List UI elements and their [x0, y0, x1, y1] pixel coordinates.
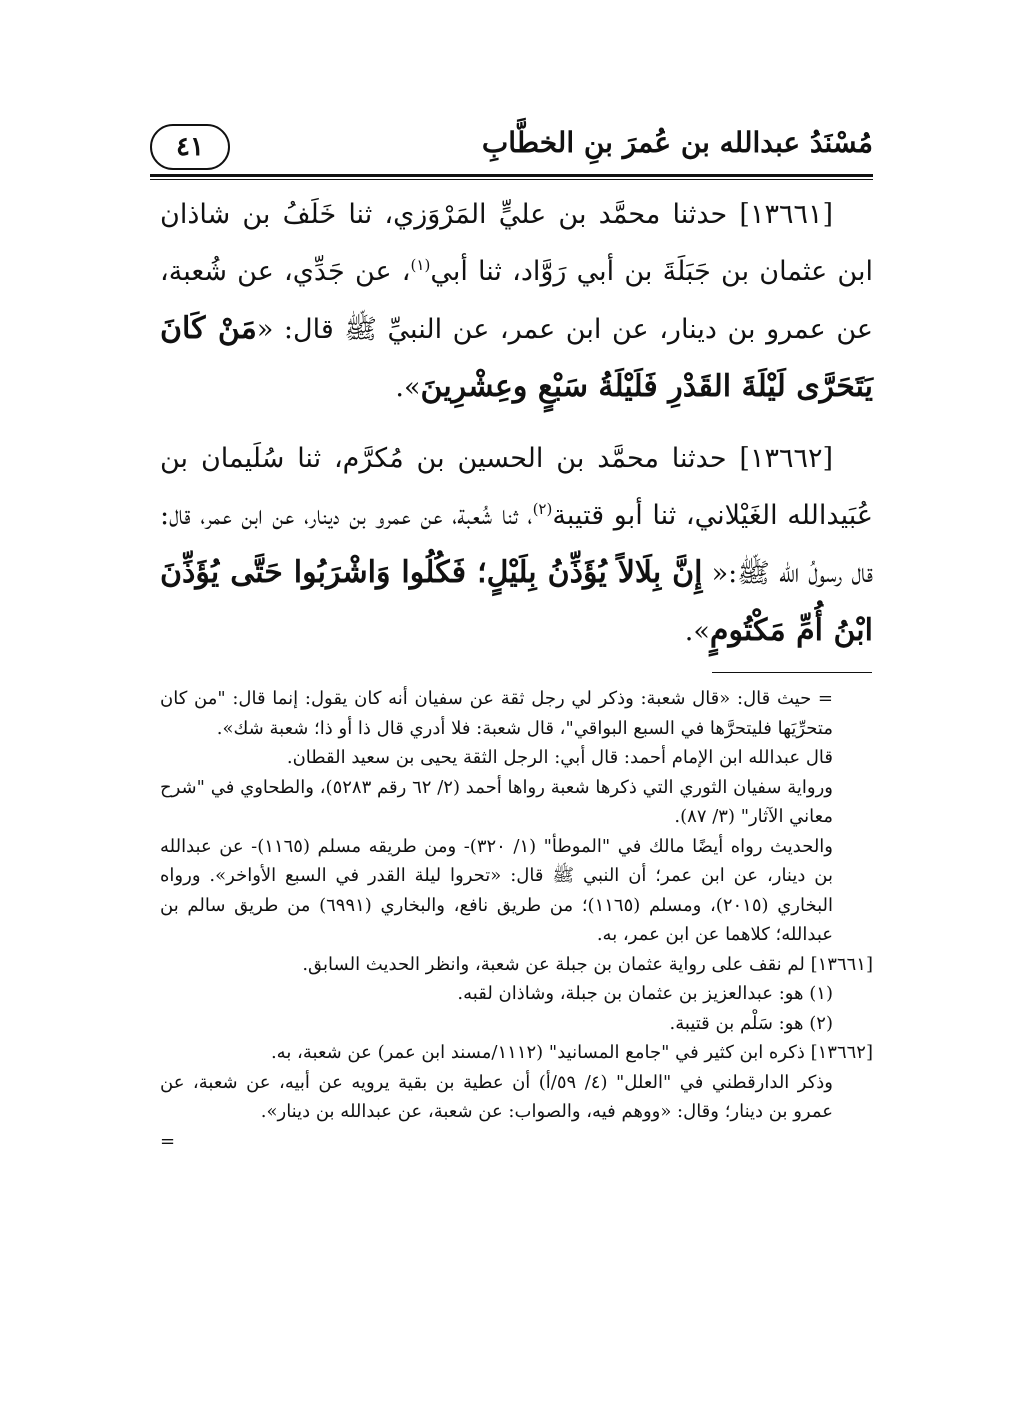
header-rule: [150, 174, 873, 177]
continuation-mark: =: [160, 1130, 176, 1152]
footnote-line: وذكر الدارقطني في "العلل" (٤/ ٥٩/أ) أن عطية بن بقية يرويه عن أبيه، عن شعبة، عن عمرو بن دينار؛ وقال: «ووهم فيه، والصواب: عن شعبة، عن عبدالله بن دينار».: [160, 1071, 833, 1122]
footnote-line: والحديث رواه أيضًا مالك في "الموطأ" (١/ ٣٢٠)- ومن طريقه مسلم (١١٦٥)- عن عبدالله بن دينار، عن ابن عمر؛ أن النبي ﷺ قال: «تحروا ليلة القدر في السبع الأواخر». ورواه البخاري (٢٠١٥)، ومسلم (١١٦٥)؛ من طريق نافع، والبخاري (٦٩٩١) من طريق سالم بن عبدالله؛ كلاهما عن ابن عمر، به.: [160, 835, 834, 945]
footnote-separator: [712, 672, 872, 673]
hadith-text: مَنْ كَانَ يَتَحَرَّى لَيْلَةَ القَدْرِ فَلَيْلَةُ سَبْعٍ وعِشْرِينَ: [160, 311, 873, 404]
hadith-paragraph-13662: [١٣٦٦٢] حدثنا محمَّد بن الحسين بن مُكرَّم، ثنا سُلَيمان بن عُبَيدالله الغَيْلاني، ثنا أبو قتيبة$^{(٢)}$، ثنا شُعبة، عن عمرو بن دينار، عن ابن عمر، قال: قال رسولُ الله ﷺ:« إِنَّ بِلَالاً يُؤَذِّنُ بِلَيْلٍ؛ فَكُلُوا وَاشْرَبُوا حَتَّى يُؤَذِّنَ ابْنُ أُمِّ مَكْتُومٍ».: [160, 443, 873, 648]
page-header: [150, 118, 873, 178]
footnote-line: (١) هو: عبدالعزيز بن عثمان بن جبلة، وشاذان لقبه.: [457, 983, 833, 1004]
footnote-line: [١٣٦٦٢] ذكره ابن كثير في "جامع المسانيد" (١١١٢/مسند ابن عمر) عن شعبة، به.: [270, 1042, 873, 1063]
footnote-ref-2: (٢): [532, 500, 553, 518]
footnote-line: [١٣٦٦١] لم نقف على رواية عثمان بن جبلة عن شعبة، وانظر الحديث السابق.: [302, 953, 873, 975]
main-text: [160, 186, 873, 674]
footnote-line: قال عبدالله ابن الإمام أحمد: قال أبي: الرجل الثقة يحيى بن سعيد القطان.: [286, 747, 833, 768]
footnotes: [160, 684, 873, 1156]
hadith-text: إِنَّ بِلَالاً يُؤَذِّنُ بِلَيْلٍ؛ فَكُلُوا وَاشْرَبُوا حَتَّى يُؤَذِّنَ ابْنُ أُمِّ مَكْتُومٍ: [160, 555, 873, 648]
running-title: مُسْنَدُ عبدالله بن عُمرَ بنِ الخطَّابِ: [481, 126, 873, 159]
footnote-line: (٢) هو: سَلْم بن قتيبة.: [669, 1012, 833, 1034]
footnote-ref-1: (١): [410, 256, 431, 274]
page-number: ٤١: [150, 124, 230, 170]
hadith-paragraph-13661: [١٣٦٦١] حدثنا محمَّد بن عليٍّ المَرْوَزي، ثنا خَلَفُ بن شاذان ابن عثمان بن جَبَلَةَ بن أبي رَوَّاد، ثنا أبي$^{(١)}$، عن جَدِّي، عن شُعبة، عن عمرو بن دينار، عن ابن عمر، عن النبيِّ ﷺ قال: «مَنْ كَانَ يَتَحَرَّى لَيْلَةَ القَدْرِ فَلَيْلَةُ سَبْعٍ وعِشْرِينَ».: [160, 199, 873, 404]
header-rule-thin: [150, 179, 873, 180]
footnote-line: ورواية سفيان الثوري التي ذكرها شعبة رواها أحمد (٢/ ٦٢ رقم ٥٢٨٣)، والطحاوي في "شرح معاني الآثار" (٣/ ٨٧).: [160, 776, 833, 827]
footnote-line: = حيث قال: «قال شعبة: وذكر لي رجل ثقة عن سفيان أنه كان يقول: إنما قال: "من كان متحرِّيَها فليتحرَّها في السبع البواقي"، قال شعبة: فلا أدري قال ذا أو ذا؛ شعبة شك».: [160, 688, 833, 739]
